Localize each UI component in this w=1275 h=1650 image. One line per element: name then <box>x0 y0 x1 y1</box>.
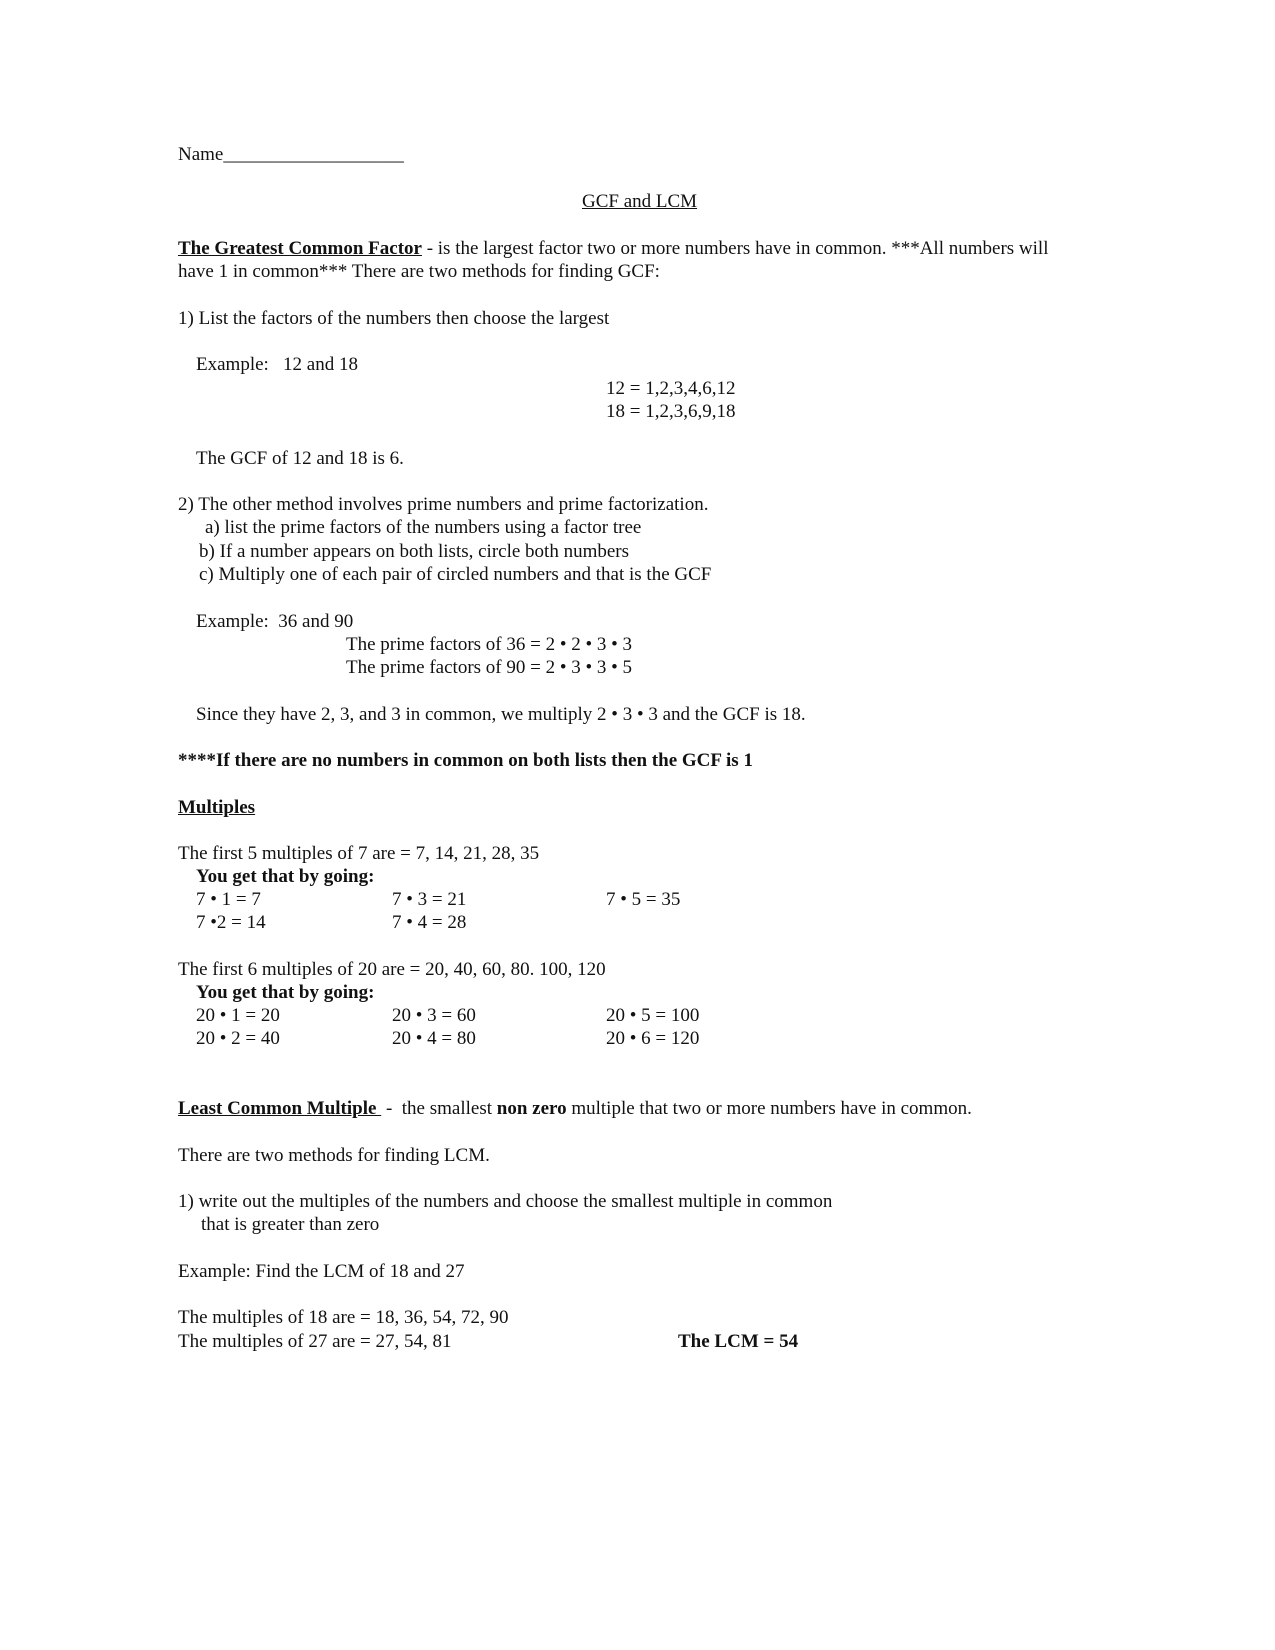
twenty-times-1: 20 • 1 = 20 <box>196 1005 280 1026</box>
twenty-times-2: 20 • 2 = 40 <box>196 1028 280 1049</box>
gcf-method-1: 1) List the factors of the numbers then choose the largest <box>178 308 610 329</box>
lcm-def-post: multiple that two or more numbers have in common. <box>566 1098 972 1119</box>
lcm-method-1-line-2: that is greater than zero <box>201 1214 380 1235</box>
gcf-example-1-label: Example: 12 and 18 <box>196 354 358 375</box>
multiples-heading: Multiples <box>178 797 256 818</box>
gcf-example-1-result: The GCF of 12 and 18 is 6. <box>196 448 404 469</box>
gcf-example-2-result: Since they have 2, 3, and 3 in common, we multiply 2 • 3 • 3 and the GCF is 18. <box>196 704 806 725</box>
seven-times-4: 7 • 4 = 28 <box>392 912 467 933</box>
twenty-times-5: 20 • 5 = 100 <box>606 1005 700 1026</box>
factors-of-18: 18 = 1,2,3,6,9,18 <box>606 401 736 422</box>
prime-factors-90: The prime factors of 90 = 2 • 3 • 3 • 5 <box>346 657 633 678</box>
seven-times-1: 7 • 1 = 7 <box>196 889 261 910</box>
gcf-method-2: 2) The other method involves prime numbers and prime factorization. <box>178 494 709 515</box>
gcf-definition-line-2: have 1 in common*** There are two methods for finding GCF: <box>178 261 660 282</box>
gcf-step-a: a) list the prime factors of the numbers using a factor tree <box>205 517 642 538</box>
factors-of-12: 12 = 1,2,3,4,6,12 <box>606 378 736 399</box>
name-line: Name___________________ <box>178 144 404 165</box>
gcf-definition-text: - is the largest factor two or more numbers have in common. ***All numbers will <box>421 238 1049 259</box>
lcm-example: Example: Find the LCM of 18 and 27 <box>178 1261 465 1282</box>
seven-times-2: 7 •2 = 14 <box>196 912 266 933</box>
prime-factors-36: The prime factors of 36 = 2 • 2 • 3 • 3 <box>346 634 633 655</box>
gcf-definition-line-1 <box>178 237 1048 261</box>
gcf-term: The Greatest Common Factor <box>178 238 422 259</box>
lcm-methods: There are two methods for finding LCM. <box>178 1145 490 1166</box>
seven-times-3: 7 • 3 = 21 <box>392 889 467 910</box>
lcm-definition <box>178 1097 972 1121</box>
lcm-result: The LCM = 54 <box>678 1331 799 1352</box>
seven-times-5: 7 • 5 = 35 <box>606 889 681 910</box>
gcf-note: ****If there are no numbers in common on both lists then the GCF is 1 <box>178 750 753 771</box>
multiples-of-18: The multiples of 18 are = 18, 36, 54, 72, 90 <box>178 1307 509 1328</box>
lcm-term: Least Common Multiple <box>178 1098 382 1119</box>
multiples-of-27: The multiples of 27 are = 27, 54, 81 <box>178 1331 452 1352</box>
multiples-of-20-going: You get that by going: <box>196 982 375 1003</box>
lcm-def-pre: - the smallest <box>381 1098 497 1119</box>
lcm-def-bold: non zero <box>496 1098 567 1119</box>
gcf-step-c: c) Multiply one of each pair of circled numbers and that is the GCF <box>199 564 712 585</box>
gcf-step-b: b) If a number appears on both lists, circle both numbers <box>199 541 630 562</box>
twenty-times-6: 20 • 6 = 120 <box>606 1028 700 1049</box>
gcf-example-2-label: Example: 36 and 90 <box>196 611 354 632</box>
multiples-of-7-intro: The first 5 multiples of 7 are = 7, 14, 21, 28, 35 <box>178 843 540 864</box>
multiples-of-7-going: You get that by going: <box>196 866 375 887</box>
multiples-of-20-intro: The first 6 multiples of 20 are = 20, 40, 60, 80. 100, 120 <box>178 959 606 980</box>
twenty-times-3: 20 • 3 = 60 <box>392 1005 476 1026</box>
lcm-method-1-line-1: 1) write out the multiples of the numbers and choose the smallest multiple in common <box>178 1191 833 1212</box>
twenty-times-4: 20 • 4 = 80 <box>392 1028 476 1049</box>
page-title: GCF and LCM <box>582 191 698 212</box>
